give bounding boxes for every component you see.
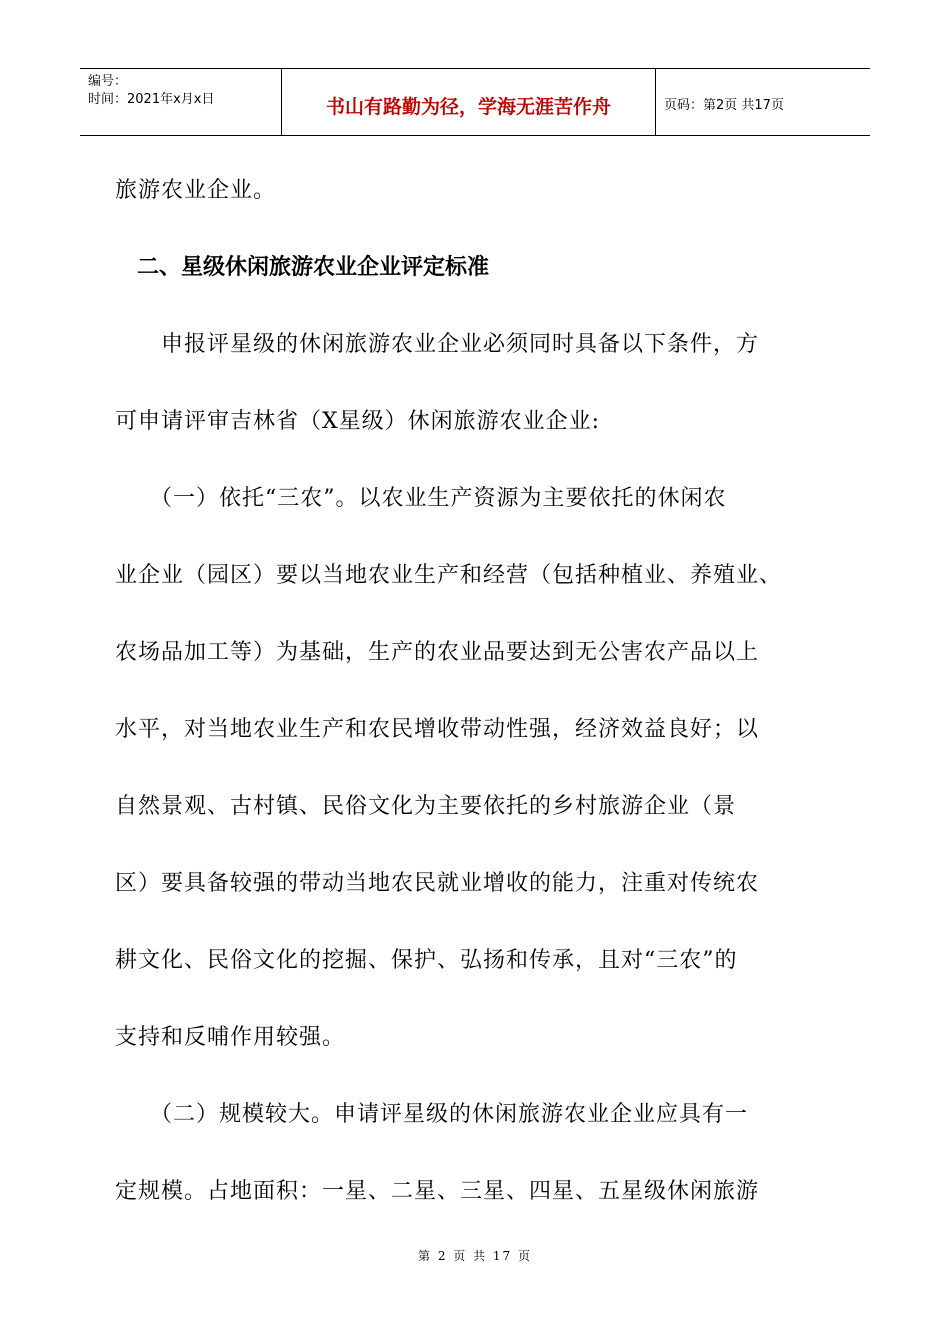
page-footer: 第 2 页 共 17 页 (418, 1249, 532, 1263)
header-motto: 书山有路勤为径，学海无涯苦作舟 (282, 69, 656, 135)
body-line: 耕文化、民俗文化的挖掘、保护、弘扬和传承，且对“三农”的 (115, 948, 738, 973)
document-date-label: 时间：2021年x月x日 (88, 92, 215, 107)
body-line: 支持和反哺作用较强。 (115, 1025, 346, 1050)
body-line: 区）要具备较强的带动当地农民就业增收的能力，注重对传统农 (115, 871, 760, 896)
header-meta (80, 69, 282, 135)
body-line: 水平，对当地农业生产和农民增收带动性强，经济效益良好；以 (115, 717, 760, 742)
body-line: （二）规模较大。申请评星级的休闲旅游农业企业应具有一 (115, 1102, 749, 1127)
document-number-label: 编号： (88, 74, 128, 89)
body-line: （一）依托“三农”。以农业生产资源为主要依托的休闲农 (115, 486, 727, 511)
page-header (80, 68, 870, 136)
section-heading: 二、星级休闲旅游农业企业评定标准 (115, 255, 490, 280)
body-line: 业企业（园区）要以当地农业生产和经营（包括种植业、养殖业、 (115, 563, 783, 588)
body-line: 申报评星级的休闲旅游农业企业必须同时具备以下条件，方 (115, 332, 760, 357)
body-line: 农场品加工等）为基础，生产的农业品要达到无公害农产品以上 (115, 640, 760, 665)
body-line: 自然景观、古村镇、民俗文化为主要依托的乡村旅游企业（景 (115, 794, 737, 819)
body-line: 可申请评审吉林省（X星级）休闲旅游农业企业: (115, 409, 601, 434)
body-line: 定规模。占地面积：一星、二星、三星、四星、五星级休闲旅游 (115, 1179, 760, 1204)
document-body (115, 152, 845, 1230)
header-page-info: 页码：第2页 共17页 (664, 97, 784, 113)
body-line: 旅游农业企业。 (115, 178, 277, 203)
